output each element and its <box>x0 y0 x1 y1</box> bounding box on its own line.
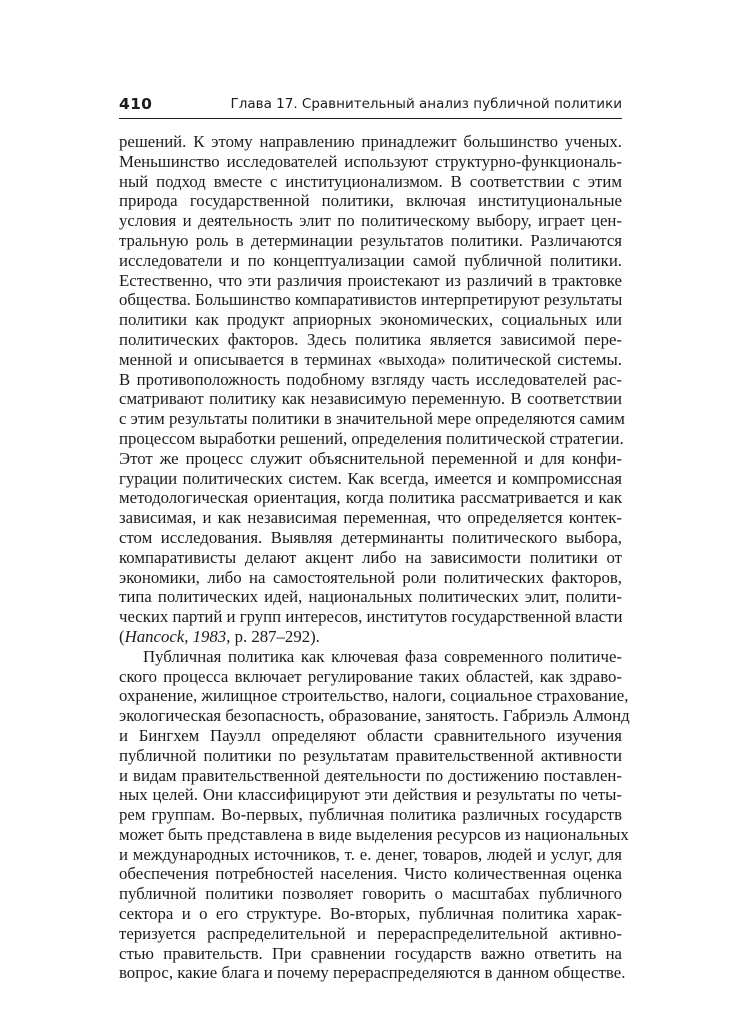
text-line: политики как продукт априорных экономических, социальных или <box>119 310 622 330</box>
paragraph-1 <box>119 132 625 647</box>
text-line: Этот же процесс служит объяснительной переменной и для конфи- <box>119 448 622 468</box>
text-line: стью правительств. При сравнении государств важно ответить на <box>119 943 622 963</box>
text-line: Естественно, что эти различия проистекают из различий в трактовке <box>119 270 622 290</box>
text-line: может быть представлена в виде выделения ресурсов из национальных <box>119 824 629 844</box>
text-line: В противоположность подобному взгляду часть исследователей рас- <box>119 369 622 389</box>
text-line: политических факторов. Здесь политика является зависимой пере- <box>119 329 622 349</box>
text-line: и Бингхем Пауэлл определяют области сравнительного изучения <box>119 725 622 745</box>
body-text <box>119 132 630 983</box>
text-line: Публичная политика как ключевая фаза современного политиче- <box>143 646 622 666</box>
text-line: общества. Большинство компаративистов интерпретируют результаты <box>119 290 623 310</box>
text-line: природа государственной политики, включая институциональные <box>119 191 622 211</box>
text-line: сматривают политику как независимую переменную. В соответствии <box>119 389 622 409</box>
text-line: публичной политики позволяет говорить о масштабах публичного <box>119 884 622 904</box>
text-line: рем группам. Во-первых, публичная политика различных государств <box>119 805 622 825</box>
text-line: экономики, либо на самостоятельной роли политических факторов, <box>119 567 622 587</box>
text-line: ный подход вместе с институционализмом. В соответствии с этим <box>119 171 622 191</box>
text-line: условия и деятельность элит по политическому выбору, играет цен- <box>119 211 622 231</box>
text-line: ных целей. Они классифицируют эти действия и результаты по четы- <box>119 785 622 805</box>
citation-open: ( <box>119 626 125 646</box>
text-line: вопрос, какие блага и почему перераспределяются в данном обществе. <box>119 963 626 983</box>
text-line: сектора и о его структуре. Во-вторых, публичная политика харак- <box>119 904 622 924</box>
text-line: исследователи и по концептуализации самой публичной политики. <box>119 250 622 270</box>
text-line: публичной политики по результатам правительственной активности <box>119 745 622 765</box>
text-line: тральную роль в детерминации результатов политики. Различаются <box>119 230 622 250</box>
citation-line <box>119 627 622 647</box>
citation-author-year: Hancock, 1983 <box>124 626 227 646</box>
text-line: ческих партий и групп интересов, институтов государственной власти <box>119 607 623 627</box>
text-line: экологическая безопасность, образование, занятость. Габриэль Алмонд <box>119 706 630 726</box>
running-title: Глава 17. Сравнительный анализ публичной политики <box>230 96 622 112</box>
text-line: и видам правительственной деятельности по достижению поставлен- <box>119 765 622 785</box>
text-line: менной и описывается в терминах «выхода» политической системы. <box>119 349 622 369</box>
running-header <box>119 92 622 119</box>
text-line: стом исследования. Выявляя детерминанты политического выбора, <box>119 527 622 547</box>
text-line: гурации политических систем. Как всегда, имеется и компромиссная <box>119 468 622 488</box>
text-line: обеспечения потребностей населения. Чисто количественная оценка <box>119 864 622 884</box>
text-line: компаративисты делают акцент либо на зависимости политики от <box>119 547 622 567</box>
text-line: методологическая ориентация, когда политика рассматривается и как <box>119 488 622 508</box>
text-line: и международных источников, т. е. денег, товаров, людей и услуг, для <box>119 844 622 864</box>
text-line: теризуется распределительной и перераспределительной активно- <box>119 923 622 943</box>
paragraph-2 <box>119 646 630 984</box>
text-line: типа политических идей, национальных политических элит, полити- <box>119 587 622 607</box>
text-line: с этим результаты политики в значительной мере определяются самим <box>119 409 625 429</box>
text-line: процессом выработки решений, определения политической стратегии. <box>119 428 624 448</box>
page-number: 410 <box>119 95 153 113</box>
text-line: Меньшинство исследователей используют структурно-функциональ- <box>119 151 622 171</box>
text-line: зависимая, и как независимая переменная, что определяется контек- <box>119 508 622 528</box>
text-line: охранение, жилищное строительство, налоги, социальное страхование, <box>119 686 629 706</box>
text-line: ского процесса включает регулирование таких областей, как здраво- <box>119 666 622 686</box>
citation-pages: , p. 287–292). <box>226 626 320 646</box>
text-line: решений. К этому направлению принадлежит большинство ученых. <box>119 132 622 151</box>
